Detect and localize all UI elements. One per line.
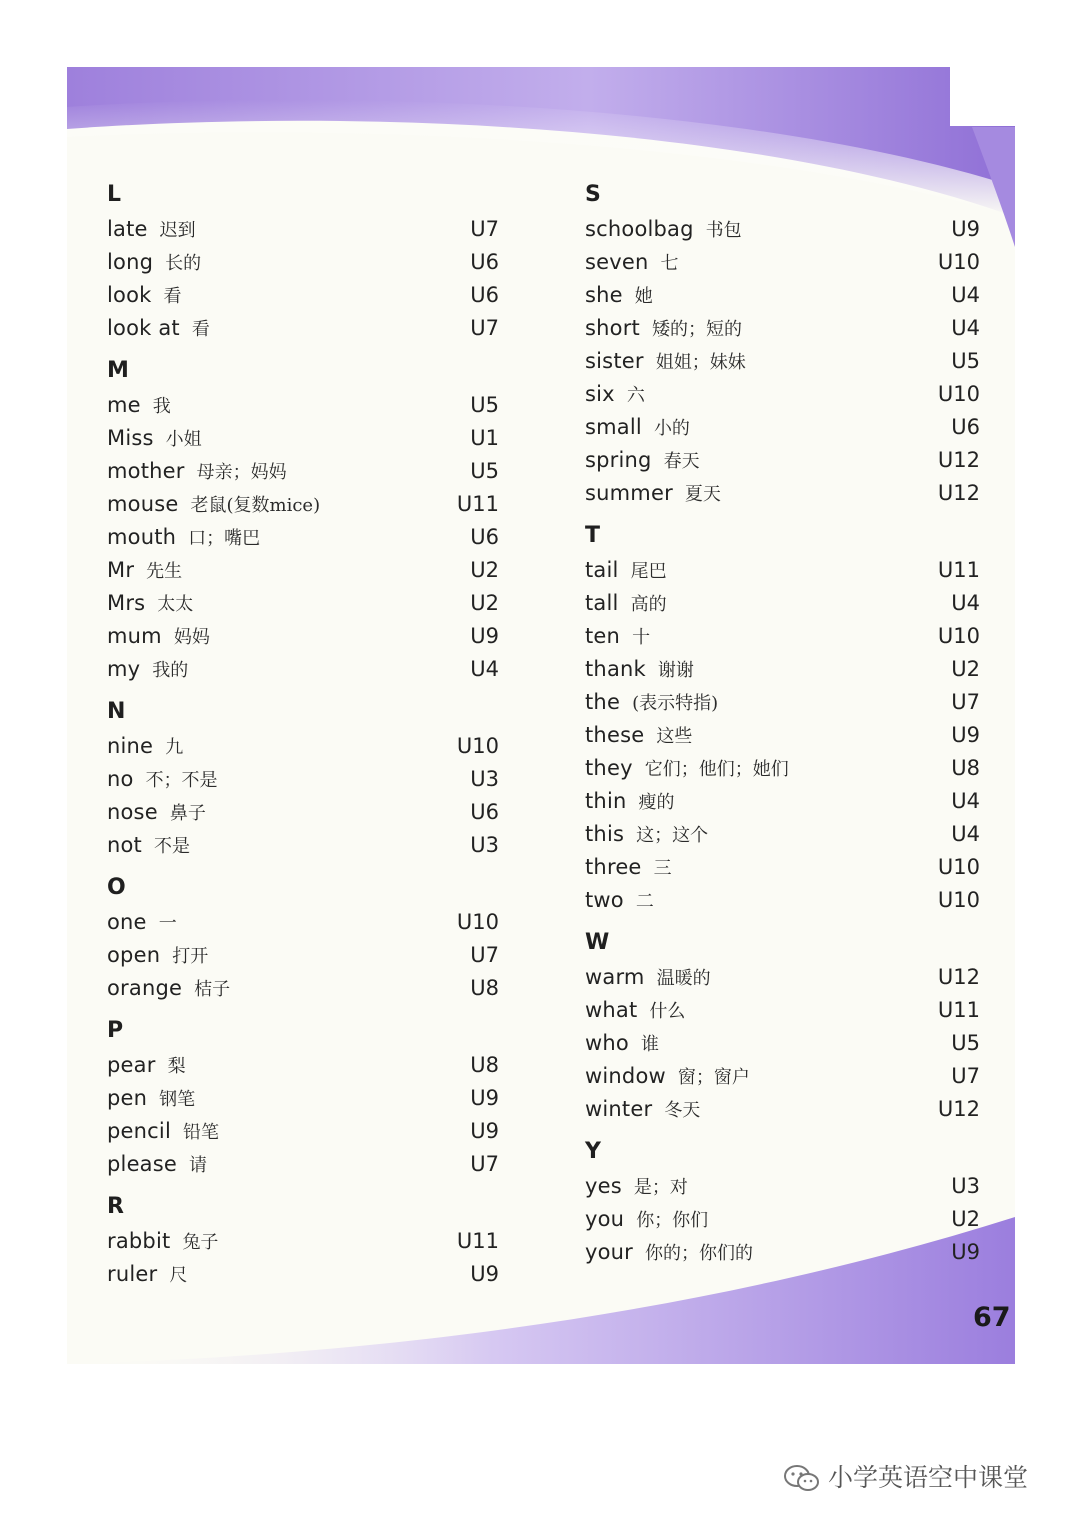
glossary-entry	[585, 961, 980, 994]
glossary-entry	[107, 1115, 499, 1148]
entry-word: what	[585, 998, 638, 1022]
entry-chinese: 春天	[663, 451, 700, 472]
glossary-entry	[585, 818, 980, 851]
entry-word: pear	[107, 1053, 156, 1077]
entry-unit: U9	[470, 624, 499, 648]
glossary-entry	[107, 829, 499, 862]
entry-unit: U6	[470, 800, 499, 824]
entry-unit: U7	[470, 1152, 499, 1176]
glossary-entry	[107, 554, 499, 587]
glossary-entry	[585, 884, 980, 917]
section-letter: O	[107, 875, 126, 900]
entry-chinese: 我	[152, 396, 171, 417]
entry-unit: U2	[951, 1207, 980, 1231]
glossary-entry	[107, 422, 499, 455]
entry-chinese: 小的	[653, 418, 690, 439]
entry-chinese: 是；对	[633, 1177, 688, 1198]
entry-chinese: 我的	[152, 660, 189, 681]
glossary-entry	[585, 851, 980, 884]
entry-unit: U6	[470, 283, 499, 307]
entry-unit: U9	[951, 1240, 980, 1264]
entry-word: tail	[585, 558, 619, 582]
glossary-entry	[585, 1236, 980, 1269]
entry-word: they	[585, 756, 633, 780]
glossary-entry	[107, 488, 499, 521]
glossary-entry	[107, 213, 499, 246]
entry-unit: U10	[937, 382, 980, 406]
glossary-entry	[585, 653, 980, 686]
glossary-entry	[585, 279, 980, 312]
entry-word: you	[585, 1207, 625, 1231]
section-letter: N	[107, 699, 126, 724]
entry-word: me	[107, 393, 141, 417]
entry-unit: U4	[470, 657, 499, 681]
entry-word: rabbit	[107, 1229, 171, 1253]
entry-word: nose	[107, 800, 158, 824]
entry-word: your	[585, 1240, 634, 1264]
glossary-entry	[107, 730, 499, 763]
entry-word: look	[107, 283, 152, 307]
entry-chinese: 谢谢	[657, 660, 694, 681]
glossary-entry	[107, 796, 499, 829]
entry-unit: U11	[456, 492, 499, 516]
page-number: 67	[973, 1302, 1011, 1333]
glossary-entry	[107, 246, 499, 279]
entry-chinese: 迟到	[159, 220, 196, 241]
entry-chinese: 母亲；妈妈	[196, 462, 287, 483]
entry-word: winter	[585, 1097, 653, 1121]
entry-unit: U10	[937, 250, 980, 274]
entry-unit: U4	[951, 316, 980, 340]
entry-chinese: 冬天	[664, 1100, 701, 1121]
entry-unit: U4	[951, 591, 980, 615]
entry-chinese: 太太	[157, 594, 194, 615]
entry-word: thank	[585, 657, 646, 681]
entry-word: no	[107, 767, 134, 791]
entry-unit: U8	[951, 756, 980, 780]
entry-word: please	[107, 1152, 178, 1176]
section-letter: W	[585, 930, 610, 955]
entry-unit: U7	[951, 690, 980, 714]
letter-section-o	[107, 870, 499, 1005]
glossary-entry	[107, 312, 499, 345]
entry-unit: U9	[951, 217, 980, 241]
entry-chinese: 她	[634, 286, 653, 307]
entry-unit: U11	[937, 558, 980, 582]
glossary-entry	[107, 620, 499, 653]
entry-unit: U3	[470, 767, 499, 791]
entry-unit: U12	[937, 448, 980, 472]
glossary-entry	[585, 444, 980, 477]
entry-unit: U9	[470, 1119, 499, 1143]
entry-unit: U10	[937, 624, 980, 648]
glossary-entry	[585, 345, 980, 378]
glossary-entry	[107, 455, 499, 488]
entry-word: short	[585, 316, 640, 340]
entry-chinese: 这；这个	[636, 825, 709, 846]
entry-chinese: (表示特指)	[632, 693, 719, 714]
entry-chinese: 二	[635, 891, 654, 912]
entry-word: mum	[107, 624, 162, 648]
entry-chinese: 尺	[169, 1265, 188, 1286]
entry-chinese: 先生	[146, 561, 183, 582]
glossary-entry	[585, 312, 980, 345]
glossary-entry	[585, 686, 980, 719]
entry-chinese: 一	[158, 913, 177, 934]
letter-section-t	[585, 518, 980, 917]
entry-chinese: 看	[163, 286, 182, 307]
glossary-entry	[107, 1049, 499, 1082]
entry-word: ruler	[107, 1262, 158, 1286]
entry-unit: U7	[470, 943, 499, 967]
entry-unit: U12	[937, 965, 980, 989]
entry-unit: U1	[470, 426, 499, 450]
entry-chinese: 你；你们	[636, 1210, 709, 1231]
entry-word: small	[585, 415, 642, 439]
glossary-right-column	[585, 177, 980, 1277]
glossary-entry	[107, 1082, 499, 1115]
entry-unit: U9	[470, 1262, 499, 1286]
entry-word: yes	[585, 1174, 622, 1198]
entry-word: mother	[107, 459, 185, 483]
glossary-entry	[585, 1027, 980, 1060]
glossary-entry	[107, 389, 499, 422]
glossary-left-column	[107, 177, 499, 1299]
entry-word: thin	[585, 789, 627, 813]
entry-unit: U10	[937, 855, 980, 879]
letter-section-s	[585, 177, 980, 510]
entry-word: look at	[107, 316, 180, 340]
entry-unit: U6	[470, 525, 499, 549]
entry-unit: U2	[951, 657, 980, 681]
entry-unit: U4	[951, 789, 980, 813]
entry-chinese: 谁	[640, 1034, 659, 1055]
entry-word: schoolbag	[585, 217, 694, 241]
entry-word: the	[585, 690, 621, 714]
section-letter: M	[107, 358, 129, 383]
textbook-page	[67, 67, 1015, 1364]
entry-chinese: 这些	[656, 726, 693, 747]
entry-chinese: 三	[653, 858, 672, 879]
entry-word: this	[585, 822, 625, 846]
entry-word: Mrs	[107, 591, 146, 615]
entry-word: mouse	[107, 492, 179, 516]
entry-word: orange	[107, 976, 183, 1000]
entry-word: window	[585, 1064, 666, 1088]
glossary-entry	[585, 1093, 980, 1126]
entry-word: these	[585, 723, 645, 747]
entry-chinese: 温暖的	[656, 968, 711, 989]
glossary-entry	[107, 906, 499, 939]
entry-chinese: 梨	[167, 1056, 186, 1077]
entry-chinese: 看	[191, 319, 210, 340]
section-letter: R	[107, 1194, 124, 1219]
entry-chinese: 九	[165, 737, 184, 758]
entry-unit: U6	[951, 415, 980, 439]
entry-unit: U3	[951, 1174, 980, 1198]
letter-section-y	[585, 1134, 980, 1269]
entry-word: pencil	[107, 1119, 171, 1143]
entry-word: spring	[585, 448, 652, 472]
entry-word: three	[585, 855, 642, 879]
glossary-entry	[107, 972, 499, 1005]
glossary-entry	[585, 213, 980, 246]
glossary-entry	[585, 1203, 980, 1236]
entry-chinese: 桔子	[194, 979, 231, 1000]
entry-word: six	[585, 382, 615, 406]
glossary-entry	[107, 763, 499, 796]
section-letter: S	[585, 182, 601, 207]
entry-chinese: 瘦的	[638, 792, 675, 813]
letter-section-n	[107, 694, 499, 862]
section-letter: P	[107, 1018, 124, 1043]
glossary-entry	[585, 477, 980, 510]
entry-unit: U2	[470, 591, 499, 615]
entry-unit: U7	[470, 316, 499, 340]
glossary-entry	[585, 1170, 980, 1203]
entry-unit: U4	[951, 283, 980, 307]
entry-word: seven	[585, 250, 649, 274]
entry-unit: U11	[456, 1229, 499, 1253]
glossary-entry	[107, 587, 499, 620]
glossary-entry	[107, 653, 499, 686]
glossary-entry	[585, 411, 980, 444]
letter-section-w	[585, 925, 980, 1126]
entry-unit: U3	[470, 833, 499, 857]
entry-chinese: 鼻子	[169, 803, 206, 824]
glossary-entry	[107, 1225, 499, 1258]
entry-chinese: 你的；你们的	[645, 1243, 754, 1264]
entry-word: two	[585, 888, 624, 912]
glossary-entry	[585, 785, 980, 818]
watermark	[782, 1458, 1028, 1498]
entry-chinese: 什么	[649, 1001, 686, 1022]
entry-chinese: 七	[660, 253, 679, 274]
entry-unit: U4	[951, 822, 980, 846]
letter-section-m	[107, 353, 499, 686]
entry-chinese: 夏天	[684, 484, 721, 505]
entry-word: sister	[585, 349, 644, 373]
entry-unit: U5	[951, 1031, 980, 1055]
entry-chinese: 打开	[172, 946, 209, 967]
letter-section-r	[107, 1189, 499, 1291]
watermark-text: 小学英语空中课堂	[828, 1463, 1029, 1492]
entry-word: ten	[585, 624, 621, 648]
entry-unit: U10	[456, 734, 499, 758]
entry-chinese: 口；嘴巴	[188, 528, 261, 549]
entry-chinese: 请	[189, 1155, 208, 1176]
entry-unit: U8	[470, 976, 499, 1000]
entry-chinese: 不；不是	[145, 770, 218, 791]
entry-chinese: 妈妈	[173, 627, 210, 648]
entry-chinese: 矮的；短的	[651, 319, 742, 340]
entry-chinese: 铅笔	[182, 1122, 219, 1143]
glossary-entry	[107, 1148, 499, 1181]
glossary-entry	[585, 554, 980, 587]
section-letter: T	[585, 523, 601, 548]
glossary-entry	[585, 752, 980, 785]
entry-chinese: 长的	[165, 253, 202, 274]
entry-chinese: 六	[626, 385, 645, 406]
entry-unit: U7	[470, 217, 499, 241]
entry-chinese: 十	[632, 627, 651, 648]
entry-unit: U12	[937, 1097, 980, 1121]
wechat-logo-icon	[782, 1463, 822, 1495]
section-letter: L	[107, 182, 122, 207]
entry-word: Miss	[107, 426, 154, 450]
glossary-entry	[585, 1060, 980, 1093]
entry-word: not	[107, 833, 142, 857]
entry-chinese: 窗；窗户	[677, 1067, 750, 1088]
section-letter: Y	[585, 1139, 601, 1164]
entry-word: late	[107, 217, 148, 241]
entry-chinese: 小姐	[165, 429, 202, 450]
entry-unit: U9	[470, 1086, 499, 1110]
entry-word: Mr	[107, 558, 135, 582]
glossary-entry	[585, 620, 980, 653]
glossary-entry	[107, 939, 499, 972]
entry-unit: U10	[937, 888, 980, 912]
entry-word: one	[107, 910, 147, 934]
entry-chinese: 书包	[705, 220, 742, 241]
glossary-entry	[585, 994, 980, 1027]
entry-word: open	[107, 943, 161, 967]
glossary-entry	[107, 1258, 499, 1291]
entry-chinese: 高的	[630, 594, 667, 615]
entry-chinese: 尾巴	[630, 561, 667, 582]
glossary-entry	[585, 378, 980, 411]
entry-word: she	[585, 283, 623, 307]
entry-word: my	[107, 657, 141, 681]
entry-chinese: 它们；他们；她们	[644, 759, 789, 780]
entry-word: tall	[585, 591, 619, 615]
entry-unit: U7	[951, 1064, 980, 1088]
entry-word: warm	[585, 965, 645, 989]
glossary-entry	[107, 521, 499, 554]
entry-word: who	[585, 1031, 629, 1055]
letter-section-p	[107, 1013, 499, 1181]
entry-unit: U2	[470, 558, 499, 582]
entry-unit: U12	[937, 481, 980, 505]
entry-chinese: 老鼠(复数mice)	[190, 495, 321, 516]
entry-chinese: 姐姐；妹妹	[655, 352, 746, 373]
entry-word: pen	[107, 1086, 148, 1110]
glossary-entry	[585, 587, 980, 620]
glossary-entry	[107, 279, 499, 312]
entry-unit: U10	[456, 910, 499, 934]
entry-unit: U5	[470, 459, 499, 483]
entry-unit: U6	[470, 250, 499, 274]
glossary-entry	[585, 719, 980, 752]
entry-chinese: 不是	[154, 836, 190, 857]
entry-word: summer	[585, 481, 673, 505]
entry-chinese: 兔子	[182, 1232, 219, 1253]
letter-section-l	[107, 177, 499, 345]
entry-word: nine	[107, 734, 154, 758]
entry-unit: U5	[951, 349, 980, 373]
entry-chinese: 钢笔	[159, 1089, 196, 1110]
entry-word: mouth	[107, 525, 177, 549]
entry-unit: U9	[951, 723, 980, 747]
entry-unit: U5	[470, 393, 499, 417]
entry-unit: U8	[470, 1053, 499, 1077]
entry-unit: U11	[937, 998, 980, 1022]
entry-word: long	[107, 250, 154, 274]
glossary-entry	[585, 246, 980, 279]
